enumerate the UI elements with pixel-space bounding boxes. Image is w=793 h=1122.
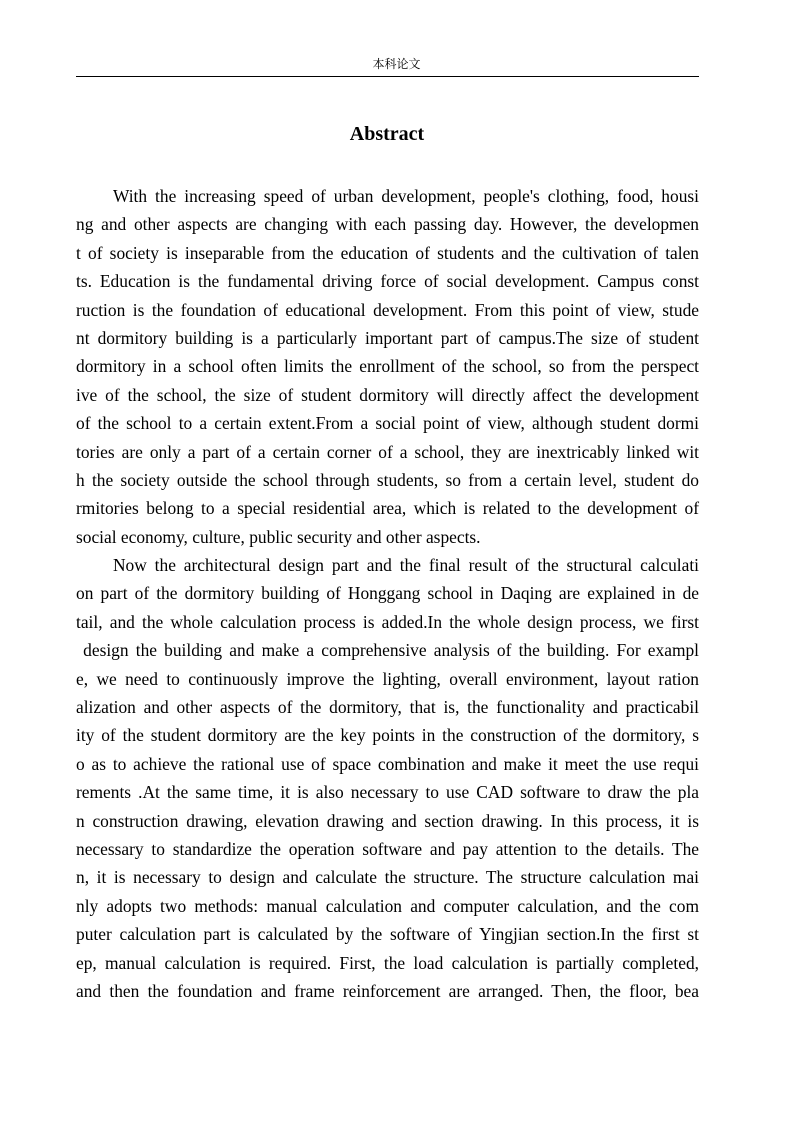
abstract-title: Abstract [349, 123, 425, 145]
text-line: o as to achieve the rational use of space combination and make it meet the use requi [76, 753, 699, 774]
text-line: dormitory in a school often limits the enrollment of the school, so from the perspect [76, 356, 699, 377]
text-line: ive of the school, the size of student dormitory will directly affect the development [76, 384, 699, 405]
text-line: h the society outside the school through students, so from a certain level, student do [76, 469, 699, 490]
text-line: With the increasing speed of urban development, people's clothing, food, housi [113, 186, 699, 206]
text-line: ruction is the foundation of educational development. From this point of view, stude [76, 299, 699, 320]
text-line: necessary to standardize the operation software and pay attention to the details. The [76, 838, 699, 859]
text-line: rmitories belong to a special residential area, which is related to the development of [76, 498, 699, 519]
text-line: alization and other aspects of the dormitory, that is, the functionality and practicabil [76, 697, 699, 718]
text-line: ep, manual calculation is required. First, the load calculation is partially completed, [76, 952, 699, 973]
text-line: nly adopts two methods: manual calculation and computer calculation, and the com [76, 895, 699, 916]
text-line: tories are only a part of a certain corner of a school, they are inextricably linked wit [76, 441, 699, 462]
text-line: ts. Education is the fundamental driving force of social development. Campus const [76, 271, 699, 292]
text-line: e, we need to continuously improve the lighting, overall environment, layout ration [76, 668, 699, 689]
text-line: t of society is inseparable from the education of students and the cultivation of talen [76, 242, 699, 263]
header-divider [76, 76, 699, 77]
text-line: puter calculation part is calculated by the software of Yingjian section.In the first st [76, 924, 699, 945]
text-line: and then the foundation and frame reinforcement are arranged. Then, the floor, bea [76, 980, 699, 1001]
text-line: design the building and make a comprehensive analysis of the building. For exampl [76, 640, 699, 661]
abstract-body [76, 182, 699, 1005]
text-line: Now the architectural design part and the final result of the structural calculati [113, 555, 699, 576]
text-line: social economy, culture, public security and other aspects. [76, 526, 481, 547]
text-line: on part of the dormitory building of Honggang school in Daqing are explained in de [76, 583, 699, 604]
text-line: rements .At the same time, it is also necessary to use CAD software to draw the pla [76, 782, 699, 803]
text-line: n, it is necessary to design and calculate the structure. The structure calculation mai [76, 867, 699, 888]
text-line: ity of the student dormitory are the key points in the construction of the dormitory, s [76, 725, 699, 746]
text-line: of the school to a certain extent.From a social point of view, although student dormi [76, 413, 699, 434]
text-line: n construction drawing, elevation drawing and section drawing. In this process, it is [76, 810, 699, 831]
text-line: tail, and the whole calculation process is added.In the whole design process, we first [76, 611, 699, 632]
text-line: ng and other aspects are changing with each passing day. However, the developmen [76, 214, 699, 235]
page-header: 本科论文 [372, 57, 421, 71]
text-line: nt dormitory building is a particularly important part of campus.The size of student [76, 327, 699, 348]
